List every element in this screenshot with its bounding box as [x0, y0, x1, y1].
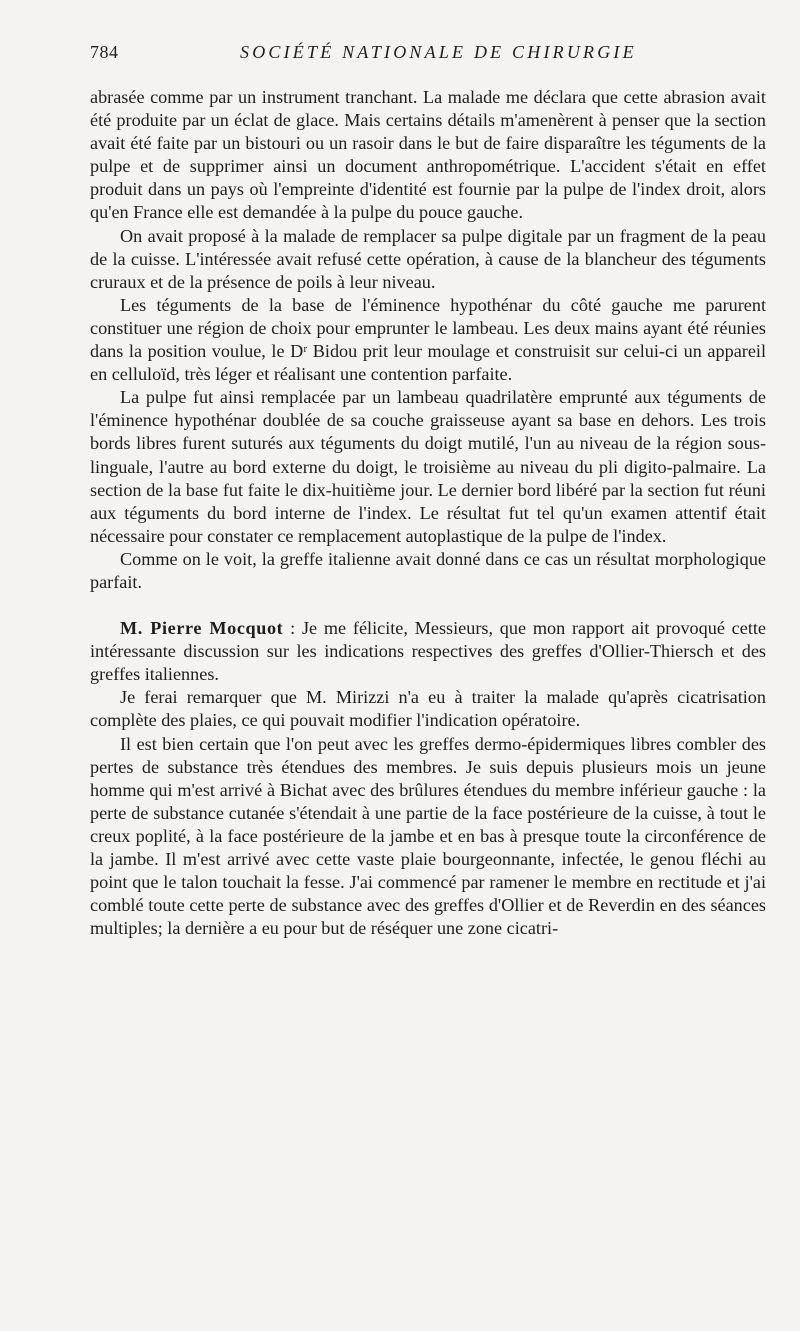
speaker-separator: : [283, 618, 302, 639]
discussion-paragraph [90, 617, 766, 686]
page-header [90, 40, 770, 70]
paragraph: La pulpe fut ainsi remplacée par un lambeau quadrilatère emprunté aux téguments de l'éminence hypothénar doublée de sa couche graisseuse ayant sa base en dehors. Les trois bords libres furent suturés aux téguments du doigt mutilé, l'un au niveau de la région sous-linguale, l'autre au bord externe du doigt, le troisième au niveau du pli digito-palmaire. La section de la base fut faite le dix-huitième jour. Le dernier bord libéré par la section fut réuni aux téguments du bord interne de l'index. Le résultat fut tel qu'un examen attentif était nécessaire pour constater ce remplacement autoplastique de la pulpe de l'index. [90, 387, 766, 546]
discussion-text: Je me félicite, Messieurs, que mon rapport ait provoqué cette intéressante discussion sur les indications respectives des greffes d'Ollier-Thiersch et des greffes italiennes. [90, 618, 767, 685]
running-title: SOCIÉTÉ NATIONALE DE CHIRURGIE [240, 42, 637, 62]
page-number: 784 [90, 42, 119, 62]
paragraph: Les téguments de la base de l'éminence hypothénar du côté gauche me parurent constituer une région de choix pour emprunter le lambeau. Les deux mains ayant été réunies dans la position voulue, le Dʳ Bidou prit leur moulage et construisit sur celui-ci un appareil en celluloïd, très léger et réalisant une contention parfaite. [90, 294, 766, 385]
speaker-name: M. Pierre Mocquot [120, 618, 284, 639]
paragraph: Comme on le voit, la greffe italienne avait donné dans ce cas un résultat morphologique parfait. [90, 548, 766, 592]
body-text [90, 86, 766, 940]
paragraph: Je ferai remarquer que M. Mirizzi n'a eu à traiter la malade qu'après cicatrisation complète des plaies, ce qui pouvait modifier l'indication opératoire. [90, 687, 766, 731]
paragraph: Il est bien certain que l'on peut avec les greffes dermo-épidermiques libres combler des pertes de substance très étendues des membres. Je suis depuis plusieurs mois un jeune homme qui m'est arrivé à Bichat avec des brûlures étendues du membre inférieur gauche : la perte de substance cutanée s'étendait à une partie de la face postérieure de la cuisse, à tout le creux poplité, à la face postérieure de la jambe et en bas à presque toute la circonférence de la jambe. Il m'est arrivé avec cette vaste plaie bourgeonnante, infectée, le genou fléchi au point que le talon touchait la fesse. J'ai commencé par ramener le membre en rectitude et j'ai comblé toute cette perte de substance avec des greffes d'Ollier et de Reverdin en des séances multiples; la dernière a eu pour but de réséquer une zone cicatri- [90, 733, 766, 939]
paragraph: On avait proposé à la malade de remplacer sa pulpe digitale par un fragment de la peau de la cuisse. L'intéressée avait refusé cette opération, à cause de la blancheur des téguments cruraux et de la présence de poils à leur niveau. [90, 225, 766, 292]
paragraph: abrasée comme par un instrument tranchant. La malade me déclara que cette abrasion avait été produite par un éclat de glace. Mais certains détails m'amenèrent à penser que la section avait été faite par un bistouri ou un rasoir dans le but de faire disparaître les téguments de la pulpe et de supprimer ainsi un document anthropométrique. L'accident s'était en effet produit dans un pays où l'empreinte d'identité est fournie par la pulpe de l'index droit, alors qu'en France elle est demandée à la pulpe du pouce gauche. [90, 87, 766, 223]
